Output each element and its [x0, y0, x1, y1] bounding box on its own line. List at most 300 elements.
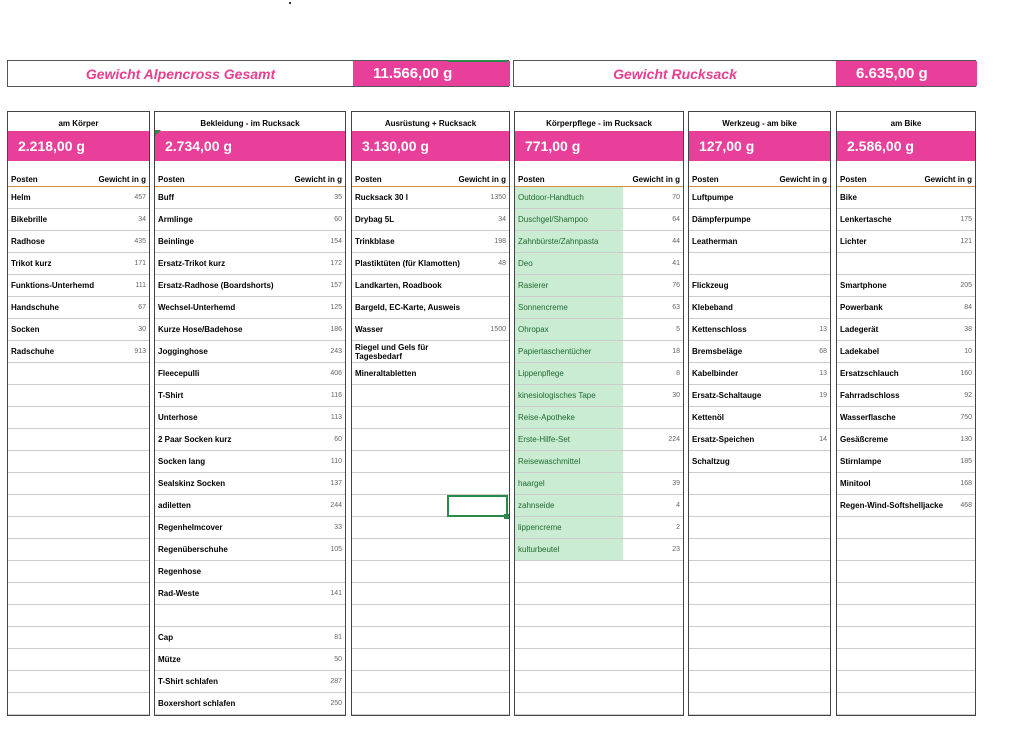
item-name: [355, 451, 477, 472]
table-row[interactable]: [515, 517, 683, 539]
item-weight: 41: [672, 260, 680, 267]
table-row[interactable]: [8, 385, 149, 407]
item-weight: 121: [960, 238, 972, 245]
header-posten: Posten: [840, 175, 867, 184]
item-weight: 172: [330, 260, 342, 267]
item-name: [692, 253, 802, 274]
table-row[interactable]: [689, 429, 830, 451]
item-name: [11, 407, 121, 428]
item-name: Radhose: [11, 237, 45, 246]
table-row[interactable]: [837, 363, 975, 385]
table-row[interactable]: [155, 187, 345, 209]
item-name: T-Shirt schlafen: [158, 677, 219, 686]
table-row[interactable]: [155, 319, 345, 341]
item-name: [692, 693, 802, 714]
item-name: [11, 649, 121, 670]
table-row[interactable]: [837, 583, 975, 605]
item-name: Rasierer: [518, 281, 549, 290]
item-name: [840, 627, 948, 648]
table-row[interactable]: [352, 319, 509, 341]
item-name: kinesiologisches Tape: [518, 391, 596, 400]
table-row[interactable]: [352, 363, 509, 385]
table-row[interactable]: [8, 297, 149, 319]
item-name: kulturbeutel: [518, 545, 560, 554]
table-row[interactable]: [515, 319, 683, 341]
item-name: lippencreme: [518, 523, 562, 532]
summary-total-box[interactable]: [7, 60, 509, 87]
item-name: [11, 671, 121, 692]
column-total[interactable]: 2.734,00 g: [155, 131, 345, 161]
table-row[interactable]: [837, 561, 975, 583]
item-name: [840, 693, 948, 714]
table-row[interactable]: [155, 473, 345, 495]
table-row[interactable]: [515, 429, 683, 451]
table-row[interactable]: [837, 209, 975, 231]
table-row[interactable]: [352, 187, 509, 209]
table-row[interactable]: [837, 385, 975, 407]
table-row[interactable]: [837, 649, 975, 671]
item-weight: 105: [330, 546, 342, 553]
table-row[interactable]: [155, 209, 345, 231]
column-title: am Körper: [58, 119, 99, 128]
item-weight: 205: [960, 282, 972, 289]
column-header-row: [352, 175, 509, 187]
item-weight: 34: [498, 216, 506, 223]
item-weight: 50: [334, 656, 342, 663]
table-row[interactable]: [515, 209, 683, 231]
item-weight: 13: [819, 370, 827, 377]
table-row[interactable]: [8, 319, 149, 341]
item-weight: 224: [668, 436, 680, 443]
table-row[interactable]: [8, 209, 149, 231]
table-row[interactable]: [155, 495, 345, 517]
table-row[interactable]: [515, 473, 683, 495]
item-name: Regen-Wind-Softshelljacke: [840, 501, 944, 510]
table-row[interactable]: [689, 561, 830, 583]
table-row[interactable]: [837, 297, 975, 319]
table-row[interactable]: [837, 473, 975, 495]
table-row[interactable]: [515, 341, 683, 363]
table-row[interactable]: [155, 253, 345, 275]
table-row[interactable]: [8, 561, 149, 583]
table-row[interactable]: [515, 363, 683, 385]
table-row[interactable]: [8, 495, 149, 517]
item-name: [840, 561, 948, 582]
table-row[interactable]: [155, 671, 345, 693]
table-row[interactable]: [515, 451, 683, 473]
item-weight: 1500: [490, 326, 506, 333]
header-gewicht: Gewicht in g: [98, 175, 146, 184]
item-name: Rad-Weste: [158, 589, 200, 598]
table-row[interactable]: [837, 319, 975, 341]
table-row[interactable]: [155, 539, 345, 561]
header-posten: Posten: [355, 175, 382, 184]
column-header-row: [8, 175, 149, 187]
item-name: [518, 605, 649, 626]
item-weight: 60: [334, 436, 342, 443]
table-row[interactable]: [837, 517, 975, 539]
header-posten: Posten: [518, 175, 545, 184]
item-weight: 63: [672, 304, 680, 311]
table-row[interactable]: [8, 693, 149, 715]
item-name: [692, 495, 802, 516]
table-row[interactable]: [8, 473, 149, 495]
item-name: Reise-Apotheke: [518, 413, 575, 422]
table-row[interactable]: [837, 341, 975, 363]
table-row[interactable]: [352, 341, 509, 363]
item-weight: 33: [334, 524, 342, 531]
column-total[interactable]: 3.130,00 g: [352, 131, 509, 161]
summary-rucksack-label: Gewicht Rucksack: [613, 65, 737, 82]
item-name: [355, 671, 477, 692]
item-weight: 116: [330, 392, 342, 399]
item-name: Kettenöl: [692, 413, 724, 422]
table-row[interactable]: [689, 671, 830, 693]
table-row[interactable]: [837, 451, 975, 473]
table-row[interactable]: [352, 517, 509, 539]
table-row[interactable]: [689, 385, 830, 407]
item-name: [355, 693, 477, 714]
table-row[interactable]: [515, 385, 683, 407]
table-row[interactable]: [352, 231, 509, 253]
table-row[interactable]: [515, 693, 683, 715]
table-row[interactable]: [837, 275, 975, 297]
table-row[interactable]: [8, 649, 149, 671]
item-weight: 175: [960, 216, 972, 223]
summary-rucksack-value[interactable]: 6.635,00 g: [836, 61, 977, 86]
table-row[interactable]: [689, 583, 830, 605]
item-name: [11, 583, 121, 604]
column-title: am Bike: [890, 119, 922, 128]
table-row[interactable]: [352, 451, 509, 473]
item-name: Jogginghose: [158, 347, 208, 356]
table-row[interactable]: [155, 693, 345, 715]
table-row[interactable]: [689, 495, 830, 517]
column-total[interactable]: 2.586,00 g: [837, 131, 975, 161]
item-name: [355, 649, 477, 670]
item-weight: 19: [819, 392, 827, 399]
table-row[interactable]: [689, 627, 830, 649]
table-row[interactable]: [837, 231, 975, 253]
table-row[interactable]: [352, 253, 509, 275]
cell-top-marker: [447, 60, 507, 62]
item-name: [11, 605, 121, 626]
item-name: [11, 451, 121, 472]
item-name: Schaltzug: [692, 457, 730, 466]
column-title: Körperpflege - im Rucksack: [546, 119, 652, 128]
item-name: Buff: [158, 193, 174, 202]
table-row[interactable]: [689, 297, 830, 319]
table-row[interactable]: [837, 253, 975, 275]
table-row[interactable]: [155, 297, 345, 319]
table-row[interactable]: [8, 671, 149, 693]
item-name: [355, 583, 477, 604]
item-name: [11, 495, 121, 516]
item-name: Ersatz-Schaltauge: [692, 391, 762, 400]
table-row[interactable]: [689, 451, 830, 473]
item-name: Kurze Hose/Badehose: [158, 325, 243, 334]
item-weight: 2: [676, 524, 680, 531]
table-row[interactable]: [352, 385, 509, 407]
table-row[interactable]: [8, 407, 149, 429]
item-name: Beinlinge: [158, 237, 195, 246]
table-row[interactable]: [515, 539, 683, 561]
item-name: Radschuhe: [11, 347, 55, 356]
table-row[interactable]: [155, 649, 345, 671]
item-weight: 81: [334, 634, 342, 641]
item-weight: 35: [334, 194, 342, 201]
item-weight: 92: [964, 392, 972, 399]
item-weight: 48: [498, 260, 506, 267]
item-name: Sealskinz Socken: [158, 479, 226, 488]
table-row[interactable]: [515, 495, 683, 517]
item-name: Funktions-Unterhemd: [11, 281, 95, 290]
table-row[interactable]: [352, 473, 509, 495]
table-row[interactable]: [352, 627, 509, 649]
item-name: zahnseide: [518, 501, 555, 510]
table-row[interactable]: [689, 253, 830, 275]
table-row[interactable]: [352, 275, 509, 297]
table-row[interactable]: [8, 187, 149, 209]
table-row[interactable]: [515, 649, 683, 671]
item-name: [518, 693, 649, 714]
table-row[interactable]: [155, 275, 345, 297]
table-row[interactable]: [689, 539, 830, 561]
item-weight: 23: [672, 546, 680, 553]
item-name: Ohropax: [518, 325, 549, 334]
item-weight: 171: [134, 260, 146, 267]
column-am-koerper: [7, 111, 150, 716]
item-name: Lichter: [840, 237, 867, 246]
table-row[interactable]: [689, 605, 830, 627]
table-row[interactable]: [155, 363, 345, 385]
table-row[interactable]: [352, 297, 509, 319]
column-total[interactable]: 127,00 g: [689, 131, 830, 161]
table-row[interactable]: [155, 451, 345, 473]
table-row[interactable]: [515, 275, 683, 297]
table-row[interactable]: [689, 649, 830, 671]
table-row[interactable]: [352, 429, 509, 451]
table-row[interactable]: [352, 539, 509, 561]
item-name: Bremsbeläge: [692, 347, 743, 356]
table-row[interactable]: [155, 341, 345, 363]
table-row[interactable]: [155, 627, 345, 649]
item-name: Fahrradschloss: [840, 391, 900, 400]
table-row[interactable]: [352, 649, 509, 671]
item-name: [840, 671, 948, 692]
item-name: [840, 539, 948, 560]
item-weight: 84: [964, 304, 972, 311]
table-row[interactable]: [689, 319, 830, 341]
table-row[interactable]: [837, 187, 975, 209]
item-name: Bike: [840, 193, 857, 202]
item-name: [11, 385, 121, 406]
column-total[interactable]: 2.218,00 g: [8, 131, 149, 161]
item-name: [692, 649, 802, 670]
item-name: Bikebrille: [11, 215, 48, 224]
table-row[interactable]: [155, 231, 345, 253]
column-title: Ausrüstung + Rucksack: [384, 119, 477, 128]
table-row[interactable]: [352, 693, 509, 715]
table-row[interactable]: [689, 517, 830, 539]
item-name: [692, 605, 802, 626]
table-row[interactable]: [8, 231, 149, 253]
item-name: Ersatzschlauch: [840, 369, 899, 378]
item-name: [518, 583, 649, 604]
table-row[interactable]: [8, 341, 149, 363]
item-name: Gesäßcreme: [840, 435, 889, 444]
table-row[interactable]: [515, 231, 683, 253]
item-name: [11, 363, 121, 384]
table-row[interactable]: [8, 429, 149, 451]
item-weight: 1350: [490, 194, 506, 201]
table-row[interactable]: [515, 583, 683, 605]
table-row[interactable]: [515, 561, 683, 583]
item-weight: 76: [672, 282, 680, 289]
item-name: [11, 517, 121, 538]
item-weight: 14: [819, 436, 827, 443]
table-row[interactable]: [8, 517, 149, 539]
table-row[interactable]: [837, 495, 975, 517]
table-row[interactable]: [689, 363, 830, 385]
item-name: Erste-Hilfe-Set: [518, 435, 571, 444]
item-name: [11, 627, 121, 648]
column-header-row: [837, 175, 975, 187]
table-row[interactable]: [515, 605, 683, 627]
column-total[interactable]: 771,00 g: [515, 131, 683, 161]
table-row[interactable]: [689, 187, 830, 209]
table-row[interactable]: [155, 517, 345, 539]
table-row[interactable]: [352, 209, 509, 231]
table-row[interactable]: [689, 473, 830, 495]
item-name: Rucksack 30 l: [355, 193, 408, 202]
item-name: [518, 561, 649, 582]
table-row[interactable]: [837, 693, 975, 715]
selected-cell[interactable]: [447, 495, 508, 517]
table-row[interactable]: [689, 209, 830, 231]
item-weight: 457: [134, 194, 146, 201]
item-name: Regenhelmcover: [158, 523, 223, 532]
summary-total-label: Gewicht Alpencross Gesamt: [85, 65, 276, 82]
item-name: [840, 649, 948, 670]
table-row[interactable]: [8, 605, 149, 627]
table-row[interactable]: [837, 627, 975, 649]
column-am-bike: [836, 111, 976, 716]
table-row[interactable]: [352, 561, 509, 583]
item-name: Powerbank: [840, 303, 883, 312]
item-name: [355, 627, 477, 648]
item-weight: 60: [334, 216, 342, 223]
table-row[interactable]: [515, 407, 683, 429]
table-row[interactable]: [8, 583, 149, 605]
table-row[interactable]: [155, 407, 345, 429]
summary-total-value[interactable]: 11.566,00 g: [353, 61, 510, 86]
table-row[interactable]: [837, 671, 975, 693]
table-row[interactable]: [689, 275, 830, 297]
table-row[interactable]: [515, 297, 683, 319]
table-row[interactable]: [155, 583, 345, 605]
table-row[interactable]: [352, 671, 509, 693]
item-weight: 141: [330, 590, 342, 597]
item-name: Boxershort schlafen: [158, 699, 236, 708]
item-name: Leatherman: [692, 237, 738, 246]
table-row[interactable]: [8, 627, 149, 649]
table-row[interactable]: [8, 363, 149, 385]
table-row[interactable]: [155, 561, 345, 583]
column-werkzeug: [688, 111, 831, 716]
table-row[interactable]: [515, 671, 683, 693]
item-weight: 64: [672, 216, 680, 223]
table-row[interactable]: [837, 539, 975, 561]
item-weight: 113: [330, 414, 342, 421]
table-row[interactable]: [8, 451, 149, 473]
table-row[interactable]: [8, 253, 149, 275]
item-name: Wasser: [355, 325, 384, 334]
table-row[interactable]: [837, 605, 975, 627]
header-gewicht: Gewicht in g: [632, 175, 680, 184]
table-row[interactable]: [689, 693, 830, 715]
item-name: Ladegerät: [840, 325, 879, 334]
table-row[interactable]: [352, 407, 509, 429]
column-title: Werkzeug - am bike: [722, 119, 797, 128]
item-name: [11, 473, 121, 494]
item-name: [355, 605, 477, 626]
item-name: Sonnencreme: [518, 303, 568, 312]
item-name: [355, 517, 477, 538]
item-weight: 154: [330, 238, 342, 245]
item-weight: 130: [960, 436, 972, 443]
table-row[interactable]: [515, 187, 683, 209]
item-name: Wechsel-Unterhemd: [158, 303, 236, 312]
item-name: T-Shirt: [158, 391, 184, 400]
table-row[interactable]: [155, 385, 345, 407]
summary-rucksack-box[interactable]: [513, 60, 976, 87]
item-name: [11, 561, 121, 582]
item-name: [355, 473, 477, 494]
table-row[interactable]: [515, 627, 683, 649]
table-row[interactable]: [689, 231, 830, 253]
comment-indicator: [155, 130, 161, 136]
table-row[interactable]: [837, 429, 975, 451]
table-row[interactable]: [155, 605, 345, 627]
item-name: [692, 539, 802, 560]
item-name: Armlinge: [158, 215, 193, 224]
item-weight: 30: [672, 392, 680, 399]
item-name: [355, 385, 477, 406]
item-weight: 18: [672, 348, 680, 355]
table-row[interactable]: [689, 407, 830, 429]
item-name: Luftpumpe: [692, 193, 734, 202]
item-name: Handschuhe: [11, 303, 60, 312]
table-row[interactable]: [837, 407, 975, 429]
item-name: Riegel und Gels für Tagesbedarf: [355, 342, 429, 361]
item-name: [840, 253, 948, 274]
table-row[interactable]: [8, 539, 149, 561]
table-row[interactable]: [8, 275, 149, 297]
column-koerperpflege: [514, 111, 684, 716]
table-row[interactable]: [352, 583, 509, 605]
item-name: Cap: [158, 633, 174, 642]
item-name: Zahnbürste/Zahnpasta: [518, 237, 599, 246]
item-name: Wasserflasche: [840, 413, 896, 422]
item-name: [840, 517, 948, 538]
fill-handle[interactable]: [504, 514, 509, 519]
table-row[interactable]: [515, 253, 683, 275]
header-posten: Posten: [11, 175, 38, 184]
table-row[interactable]: [155, 429, 345, 451]
table-row[interactable]: [689, 341, 830, 363]
table-row[interactable]: [352, 605, 509, 627]
